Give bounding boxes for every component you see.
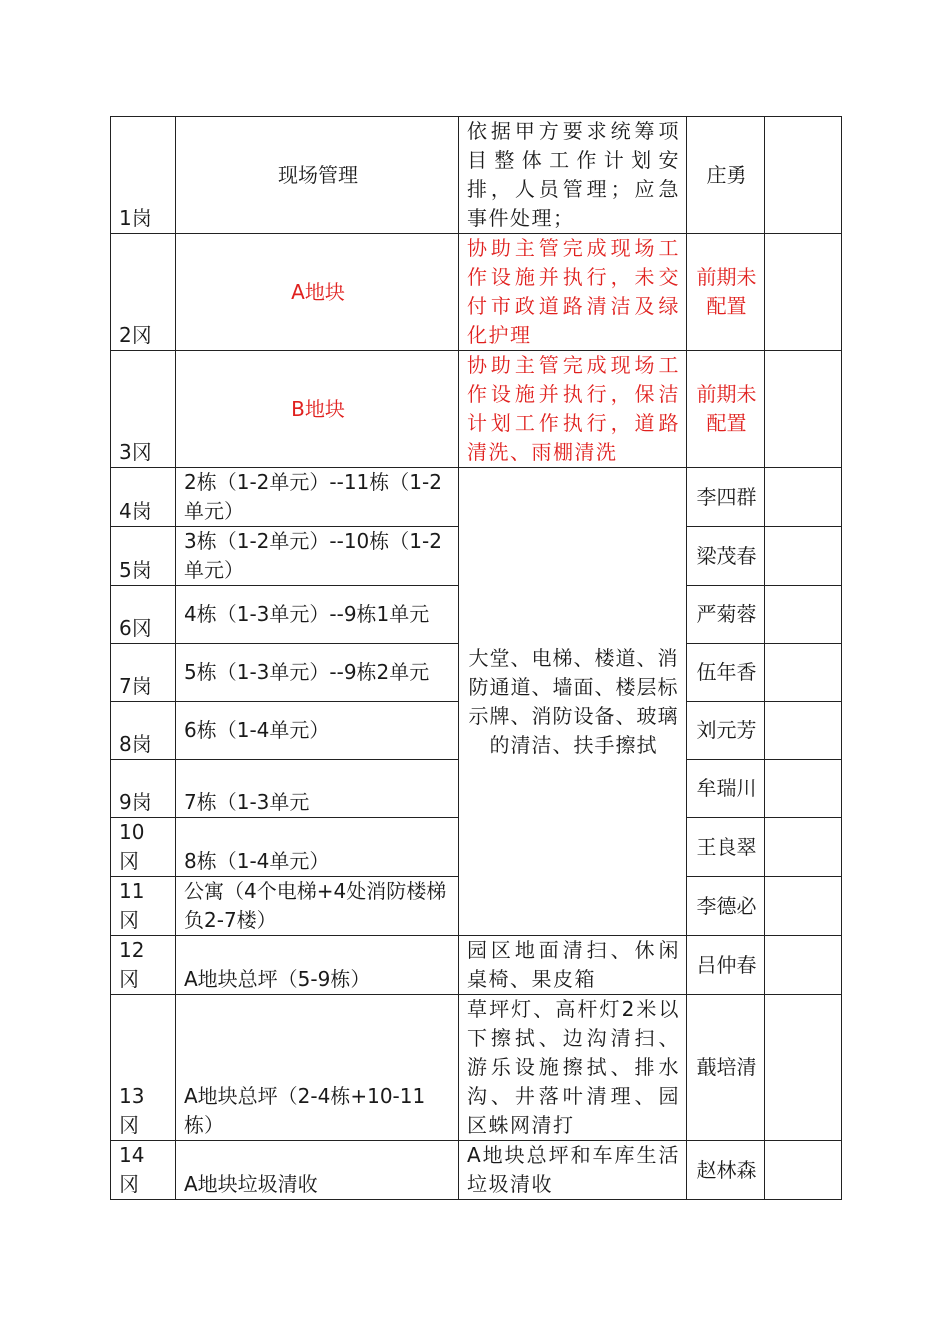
blank-cell [765, 644, 842, 702]
area-cell: 现场管理 [176, 117, 459, 234]
area-cell: A地块总坪（2-4栋+10-11 栋） [176, 995, 459, 1141]
blank-cell [765, 234, 842, 351]
task-cell: 协助主管完成现场工作设施并执行，保洁计划工作执行，道路清洗、雨棚清洗 [459, 351, 687, 468]
table-row [111, 117, 842, 234]
person-cell: 庄勇 [687, 117, 765, 234]
blank-cell [765, 1141, 842, 1200]
task-cell: 依据甲方要求统筹项目整体工作计划安排，人员管理；应急事件处理； [459, 117, 687, 234]
table-row [111, 351, 842, 468]
blank-cell [765, 527, 842, 586]
area-cell: 2栋（1-2单元）--11栋（1-2单元） [176, 468, 459, 527]
table-row [111, 234, 842, 351]
person-cell: 梁茂春 [687, 527, 765, 586]
area-cell: 7栋（1-3单元 [176, 760, 459, 818]
post-cell: 4岗 [111, 468, 176, 527]
person-cell: 王良翠 [687, 818, 765, 877]
blank-cell [765, 760, 842, 818]
person-cell: 牟瑞川 [687, 760, 765, 818]
person-cell: 吕仲春 [687, 936, 765, 995]
area-cell: 5栋（1-3单元）--9栋2单元 [176, 644, 459, 702]
area-cell: 6栋（1-4单元） [176, 702, 459, 760]
blank-cell [765, 995, 842, 1141]
blank-cell [765, 117, 842, 234]
table-row [111, 468, 842, 527]
person-cell: 李四群 [687, 468, 765, 527]
area-cell: A地块垃圾清收 [176, 1141, 459, 1200]
task-cell: A地块总坪和车库生活垃圾清收 [459, 1141, 687, 1200]
person-cell: 严菊蓉 [687, 586, 765, 644]
person-cell: 刘元芳 [687, 702, 765, 760]
post-cell: 1岗 [111, 117, 176, 234]
area-cell: B地块 [176, 351, 459, 468]
task-cell: 草坪灯、高杆灯2米以下擦拭、边沟清扫、游乐设施擦拭、排水沟、井落叶清理、园区蛛网清打 [459, 995, 687, 1141]
post-cell: 8岗 [111, 702, 176, 760]
blank-cell [765, 877, 842, 936]
area-cell: 8栋（1-4单元） [176, 818, 459, 877]
blank-cell [765, 468, 842, 527]
table-row [111, 1141, 842, 1200]
post-cell: 6冈 [111, 586, 176, 644]
area-cell: A地块总坪（5-9栋） [176, 936, 459, 995]
post-cell: 12 冈 [111, 936, 176, 995]
blank-cell [765, 702, 842, 760]
blank-cell [765, 586, 842, 644]
person-cell: 前期未配置 [687, 351, 765, 468]
person-cell: 蕺培清 [687, 995, 765, 1141]
blank-cell [765, 936, 842, 995]
blank-cell [765, 818, 842, 877]
duty-table [110, 116, 842, 1200]
table-row [111, 995, 842, 1141]
task-cell: 园区地面清扫、休闲桌椅、果皮箱 [459, 936, 687, 995]
post-cell: 10 冈 [111, 818, 176, 877]
blank-cell [765, 351, 842, 468]
table-row [111, 936, 842, 995]
post-cell: 9岗 [111, 760, 176, 818]
area-cell: 4栋（1-3单元）--9栋1单元 [176, 586, 459, 644]
post-cell: 3冈 [111, 351, 176, 468]
area-cell: 公寓（4个电梯+4处消防楼梯负2-7楼） [176, 877, 459, 936]
task-cell: 协助主管完成现场工作设施并执行，未交付市政道路清洁及绿化护理 [459, 234, 687, 351]
post-cell: 13 冈 [111, 995, 176, 1141]
person-cell: 赵林森 [687, 1141, 765, 1200]
person-cell: 李德必 [687, 877, 765, 936]
person-cell: 伍年香 [687, 644, 765, 702]
area-cell: A地块 [176, 234, 459, 351]
person-cell: 前期未配置 [687, 234, 765, 351]
post-cell: 11 冈 [111, 877, 176, 936]
post-cell: 7岗 [111, 644, 176, 702]
post-cell: 2冈 [111, 234, 176, 351]
area-cell: 3栋（1-2单元）--10栋（1-2单元） [176, 527, 459, 586]
shared-task-cell: 大堂、电梯、楼道、消防通道、墙面、楼层标示牌、消防设备、玻璃的清洁、扶手擦拭 [459, 468, 687, 936]
post-cell: 14 冈 [111, 1141, 176, 1200]
post-cell: 5岗 [111, 527, 176, 586]
